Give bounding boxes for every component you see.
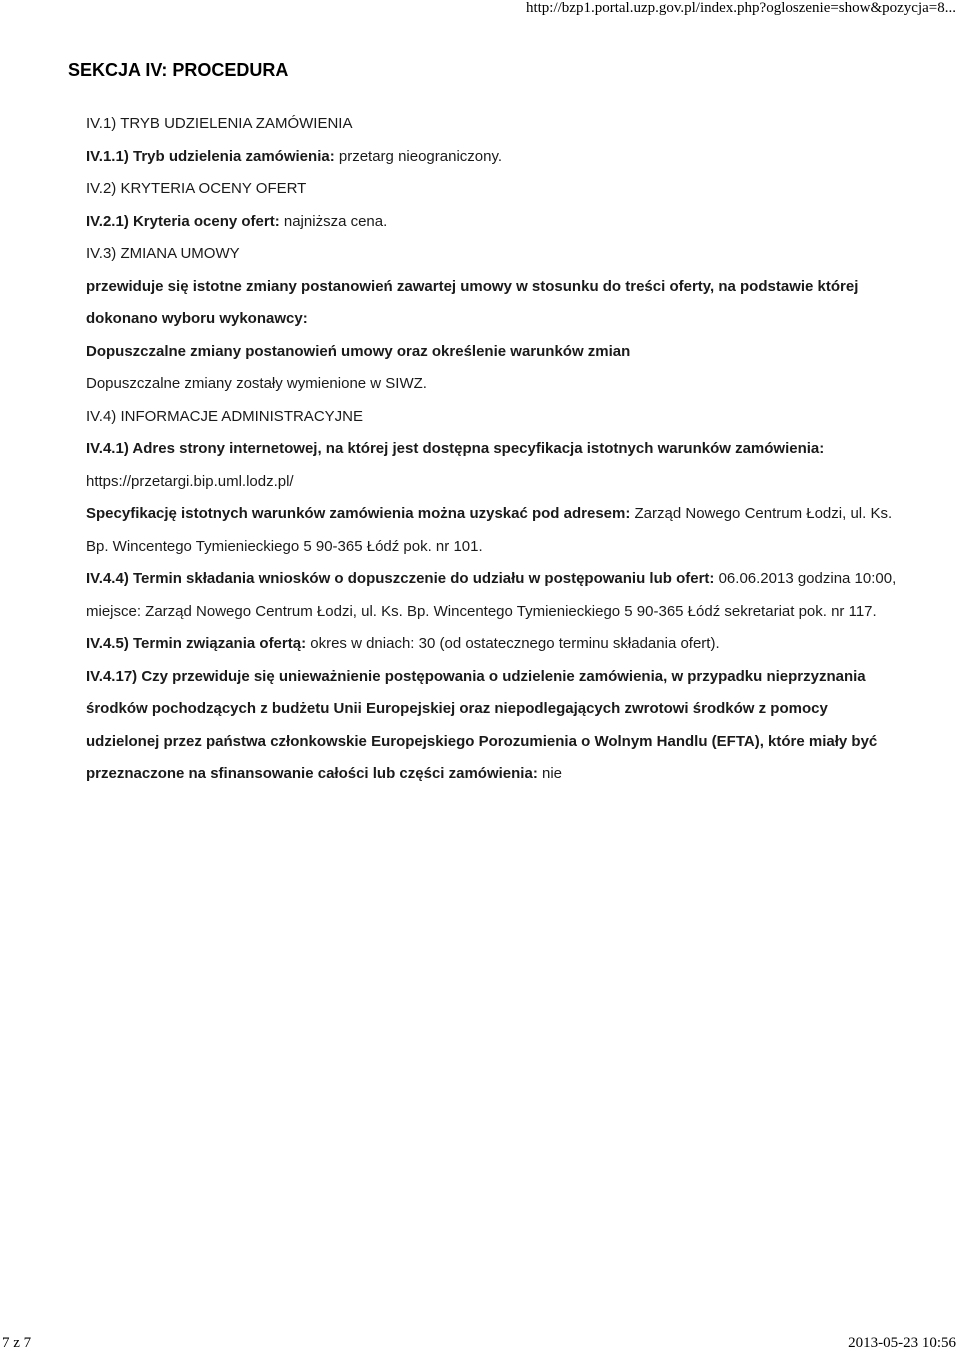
iv45-row	[86, 628, 898, 661]
spec-label: Specyfikację istotnych warunków zamówienia można uzyskać pod adresem:	[86, 505, 631, 522]
iv2-heading: IV.2) KRYTERIA OCENY OFERT	[86, 180, 307, 197]
iv417-label: IV.4.17) Czy przewiduje się unieważnienie postępowania o udzielenie zamówienia, w przypadku nieprzyznania środków pochodzących z budżetu Unii Europejskiej oraz niepodlegających zwrotowi środków z pomocy udzielonej przez państwa członkowskie Europejskiego Porozumienia o Wolnym Handlu (EFTA), które miały być przeznaczone na sfinansowanie całości lub części zamówienia:	[86, 667, 878, 782]
iv4-heading: IV.4) INFORMACJE ADMINISTRACYJNE	[86, 407, 363, 425]
iv45-value: okres w dniach: 30 (od ostatecznego terminu składania ofert).	[306, 635, 720, 652]
spec-value: Zarząd Nowego Centrum Łodzi, ul. Ks. Bp. Wincentego Tymienieckiego 5 90-365 Łódź pok. nr 101.	[86, 505, 893, 555]
iv11-label: IV.1.1) Tryb udzielenia zamówienia:	[86, 147, 335, 165]
iv3-changes-statement: przewiduje się istotne zmiany postanowień zawartej umowy w stosunku do treści oferty, na podstawie której dokonano wyboru wykonawcy:	[86, 277, 859, 327]
iv45-label: IV.4.5) Termin związania ofertą:	[86, 635, 307, 652]
print-timestamp: 2013-05-23 10:56	[848, 1335, 956, 1351]
iv1-heading: IV.1) TRYB UDZIELENIA ZAMÓWIENIA	[86, 115, 353, 132]
iv41-label: IV.4.1) Adres strony internetowej, na której jest dostępna specyfikacja istotnych warunków zamówienia:	[86, 440, 825, 457]
procedure-content	[86, 108, 898, 791]
iv41-row	[86, 433, 898, 498]
page-number: 7 z 7	[2, 1335, 32, 1351]
iv44-row	[86, 563, 898, 628]
iv417-row	[86, 661, 898, 791]
iv21-label: IV.2.1) Kryteria oceny ofert:	[86, 212, 280, 230]
iv3-changes-text: Dopuszczalne zmiany zostały wymienione w SIWZ.	[86, 375, 427, 392]
iv417-value: nie	[537, 765, 562, 782]
iv11-row	[86, 141, 898, 174]
iv11-value: przetarg nieograniczony.	[334, 147, 503, 165]
page-url-header: http://bzp1.portal.uzp.gov.pl/index.php?ogloszenie=show&pozycja=8...	[525, 0, 956, 16]
iv21-value: najniższa cena.	[279, 212, 388, 230]
iv44-label: IV.4.4) Termin składania wniosków o dopuszczenie do udziału w postępowaniu lub ofert:	[86, 570, 715, 587]
iv41-value: https://przetargi.bip.uml.lodz.pl/	[86, 472, 294, 490]
iv21-row	[86, 206, 898, 239]
iv3-heading: IV.3) ZMIANA UMOWY	[86, 245, 240, 262]
iv44-value: 06.06.2013 godzina 10:00, miejsce: Zarząd Nowego Centrum Łodzi, ul. Ks. Bp. Wincentego Tymienieckiego 5 90-365 Łódź sekretariat pok. nr 117.	[86, 570, 897, 620]
section-title: SEKCJA IV: PROCEDURA	[68, 60, 289, 80]
iv3-changes-subheading: Dopuszczalne zmiany postanowień umowy oraz określenie warunków zmian	[86, 342, 631, 360]
spec-row	[86, 498, 898, 563]
